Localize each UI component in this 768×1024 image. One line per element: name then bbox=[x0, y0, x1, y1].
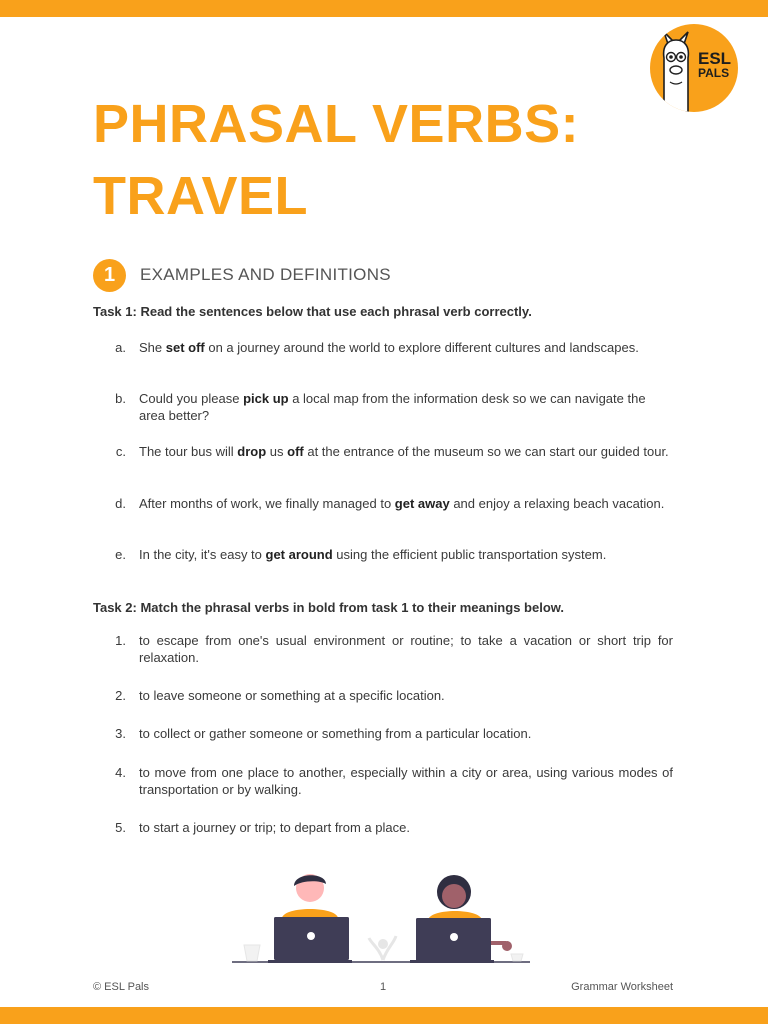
footer-copyright: © ESL Pals bbox=[93, 981, 149, 993]
list-marker: 2. bbox=[115, 688, 126, 703]
item-text: The tour bus will bbox=[139, 444, 238, 459]
item-text: to collect or gather someone or something from a particular location. bbox=[139, 726, 532, 741]
list-marker: d. bbox=[115, 496, 126, 511]
person-left bbox=[282, 874, 338, 918]
people-with-laptops-illustration bbox=[230, 868, 530, 968]
item-text: at the entrance of the museum so we can start our guided tour. bbox=[303, 444, 669, 459]
task-2-item-4 bbox=[93, 764, 673, 798]
section-number-badge: 1 bbox=[93, 259, 126, 292]
task-1-item-a bbox=[93, 339, 673, 356]
cup-right bbox=[511, 954, 523, 961]
phrasal-verb: drop bbox=[237, 444, 267, 459]
task-1-label: Task 1: Read the sentences below that use each phrasal verb correctly. bbox=[93, 304, 532, 319]
item-text: to move from one place to another, especially within a city or area, using various modes of transportation or by walking. bbox=[139, 765, 673, 797]
task-2-label: Task 2: Match the phrasal verbs in bold from task 1 to their meanings below. bbox=[93, 600, 564, 615]
section-title: EXAMPLES AND DEFINITIONS bbox=[140, 265, 391, 284]
list-marker: e. bbox=[115, 547, 126, 562]
page-title bbox=[93, 88, 579, 232]
task-1-item-c bbox=[93, 443, 673, 460]
laptop-left bbox=[268, 917, 352, 963]
item-text: She bbox=[139, 340, 166, 355]
list-marker: b. bbox=[115, 391, 126, 406]
item-text: and enjoy a relaxing beach vacation. bbox=[449, 496, 665, 511]
bottom-accent-bar bbox=[0, 1007, 768, 1024]
phrasal-verb: off bbox=[287, 444, 304, 459]
task-2-item-3 bbox=[93, 725, 673, 742]
item-text: a local map from the information desk so we can navigate the area better? bbox=[139, 391, 646, 423]
task-2-item-1 bbox=[93, 632, 673, 666]
list-marker: 4. bbox=[115, 765, 126, 780]
task-1-item-e bbox=[93, 546, 673, 563]
item-text: to leave someone or something at a specific location. bbox=[139, 688, 445, 703]
item-text: using the efficient public transportation system. bbox=[332, 547, 607, 562]
phrasal-verb: set off bbox=[165, 340, 205, 355]
footer-worksheet-type: Grammar Worksheet bbox=[571, 981, 673, 993]
list-marker: 3. bbox=[115, 726, 126, 741]
list-marker: a. bbox=[115, 340, 126, 355]
title-line-1: PHRASAL VERBS: bbox=[93, 94, 580, 154]
list-marker: c. bbox=[115, 444, 126, 459]
task-1-item-d bbox=[93, 495, 673, 512]
phrasal-verb: get away bbox=[394, 496, 450, 511]
item-text: us bbox=[266, 444, 288, 459]
plant-left bbox=[244, 945, 260, 961]
title-line-2: TRAVEL bbox=[93, 166, 308, 226]
item-text: In the city, it's easy to bbox=[139, 547, 266, 562]
item-text: to escape from one's usual environment or routine; to take a vacation or short trip for relaxation. bbox=[139, 633, 673, 665]
list-marker: 5. bbox=[115, 820, 126, 835]
footer-page-number: 1 bbox=[380, 981, 387, 993]
item-text: to start a journey or trip; to depart from a place. bbox=[139, 820, 410, 835]
list-marker: 1. bbox=[115, 633, 126, 648]
item-text: After months of work, we finally managed to bbox=[139, 496, 395, 511]
top-accent-bar bbox=[0, 0, 768, 17]
laptop-right bbox=[410, 918, 494, 963]
item-text: on a journey around the world to explore different cultures and landscapes. bbox=[204, 340, 639, 355]
task-2-item-5 bbox=[93, 819, 673, 836]
task-1-item-b bbox=[93, 390, 673, 424]
task-2-item-2 bbox=[93, 687, 673, 704]
phrasal-verb: pick up bbox=[243, 391, 289, 406]
plant-center bbox=[369, 936, 396, 960]
logo-text-pals: PALS bbox=[698, 66, 730, 80]
phrasal-verb: get around bbox=[265, 547, 333, 562]
item-text: Could you please bbox=[139, 391, 244, 406]
esl-pals-logo bbox=[650, 24, 738, 112]
logo-text-esl: ESL bbox=[698, 49, 732, 68]
